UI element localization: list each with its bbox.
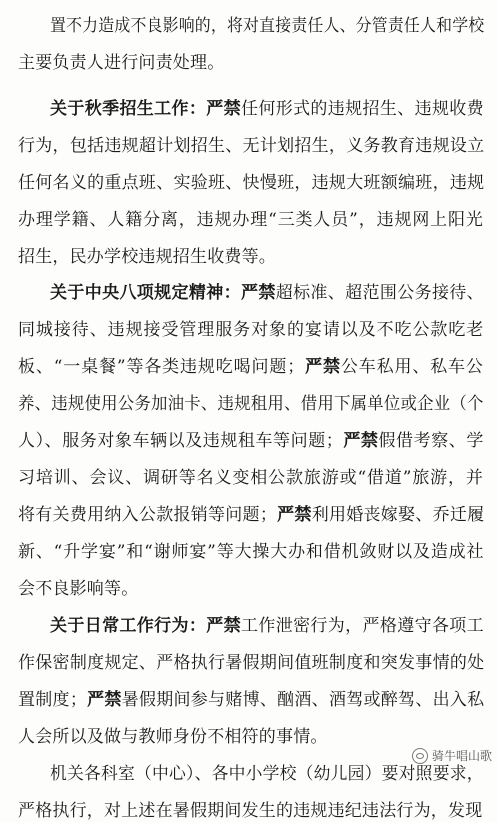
text: 作保密制度规定、严格执行暑假期间值班制度和突发事情的处 — [18, 653, 485, 673]
text: 工作泄密行为，严格遵守各项工 — [240, 616, 485, 636]
text: 办理学籍、人籍分离，违规办理“三类人员”，违规网上阳光 — [18, 210, 484, 230]
wechat-icon — [412, 748, 428, 764]
text: 会不良影响等。 — [18, 579, 139, 599]
bold-text: 严禁 — [305, 357, 341, 377]
text: 招生，民办学校违规招生收费等。 — [18, 247, 276, 267]
text: 利用婚丧嫁娶、乔迁履 — [311, 505, 485, 525]
text: 养、违规使用公务加油卡、违规租用、借用下属单位或企业（个 — [18, 394, 484, 414]
text: 严格执行，对上述在暑假期间发生的违规违纪违法行为，发现 — [18, 801, 483, 821]
text: 暑假期间参与赌博、酗酒、酒驾或醉驾、出入私 — [121, 690, 485, 710]
text-line — [18, 393, 484, 415]
bold-text: 严禁 — [277, 505, 312, 525]
watermark — [412, 747, 492, 764]
text-line — [50, 98, 484, 120]
text: 人）、服务对象车辆以及违规租车等问题； — [18, 431, 344, 451]
text-line — [18, 135, 484, 157]
text-line — [50, 763, 484, 785]
text: 人会所以及做与教师身份不相符的事情。 — [18, 727, 328, 747]
text-line — [18, 430, 484, 452]
text-line — [50, 615, 484, 637]
text: 公车私用、私车公 — [340, 357, 484, 377]
text: 任何形式的违规招生、违规收费 — [240, 99, 485, 119]
text: 板、“一桌餐”等各类违规吃喝问题； — [18, 357, 306, 377]
text-line — [18, 209, 484, 231]
text: 超标准、超范围公务接待、 — [275, 283, 485, 303]
bold-text: 关于中央八项规定精神： — [50, 283, 241, 303]
text: 行为，包括违规超计划招生、无计划招生，义务教育违规设立 — [18, 136, 485, 156]
bold-text: 严禁 — [343, 431, 379, 451]
text-line — [18, 504, 484, 526]
text-line — [18, 319, 484, 341]
text: 习培训、会议、调研等名义变相公款旅游或“借道”旅游，并 — [18, 468, 484, 488]
bold-text: 关于日常工作行为： — [50, 616, 207, 636]
text-line — [18, 578, 138, 600]
text: 机关各科室（中心）、各中小学校（幼儿园）要对照要求， — [50, 764, 484, 784]
text-line — [18, 652, 484, 674]
bold-text: 严禁 — [87, 690, 122, 710]
text-line — [18, 467, 484, 489]
text: 置制度； — [18, 690, 88, 710]
text-line — [18, 689, 484, 711]
text-line — [18, 356, 484, 378]
text: 置不力造成不良影响的，将对直接责任人、分管责任人和学校 — [50, 16, 485, 36]
text-line — [18, 52, 224, 74]
text-line — [50, 282, 484, 304]
text-line — [50, 15, 484, 37]
text-line — [18, 246, 276, 268]
text: 任何名义的重点班、实验班、快慢班，违规大班额编班，违规 — [18, 173, 485, 193]
bold-text: 严禁 — [206, 616, 241, 636]
watermark-text: 骑牛唱山歌 — [431, 749, 492, 763]
text-line — [18, 800, 482, 822]
text: 假借考察、学 — [378, 431, 484, 451]
bold-text: 关于秋季招生工作： — [50, 99, 207, 119]
text: 将有关费用纳入公款报销等问题； — [18, 505, 278, 525]
text-line — [18, 172, 484, 194]
text: 同城接待、违规接受管理服务对象的宴请以及不吃公款吃老 — [18, 320, 485, 340]
bold-text: 严禁 — [206, 99, 241, 119]
text: 新、“升学宴”和“谢师宴”等大操大办和借机敛财以及造成社 — [18, 542, 485, 562]
text-line — [18, 726, 328, 748]
bold-text: 严禁 — [240, 283, 276, 303]
text-line — [18, 541, 484, 563]
text: 主要负责人进行问责处理。 — [18, 53, 225, 73]
